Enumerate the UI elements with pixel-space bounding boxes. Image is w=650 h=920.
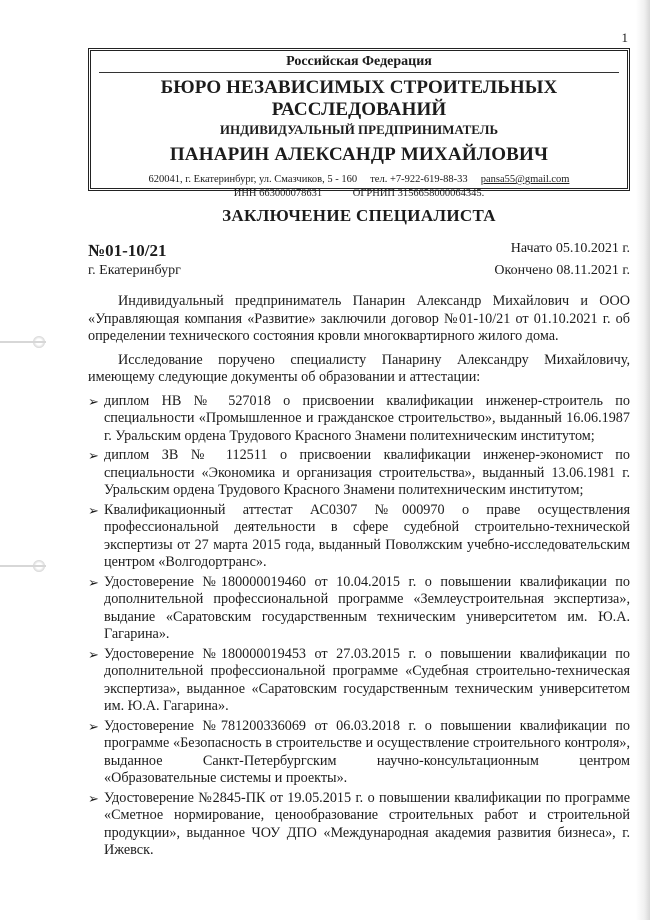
- paragraph-contract: Индивидуальный предприниматель Панарин Александр Михайлович и ООО «Управляющая компания «Развитие» заключили договор №01-10/21 от 01.10.2021 г. об определении технического состояния кровли многоквартирного жилого дома.: [88, 293, 630, 344]
- list-item: ➢ диплом НВ № 527018 о присвоении квалификации инженер-строитель по специальности «Промышленное и гражданское строительство», выданный 16.06.1987 г. Уральским ордена Трудового Красного Знамени политехническим институтом;: [88, 392, 630, 444]
- list-item: ➢ диплом ЗВ № 112511 о присвоении квалификации инженер-экономист по специальности «Экономика и организация строительства», выданный 13.06.1981 г. Уральским ордена Трудового Красного Знамени политехническим институтом;: [88, 447, 630, 498]
- scan-edge: [636, 0, 650, 920]
- end-date: Окончено 08.11.2021 г.: [494, 263, 630, 278]
- entrepreneur-name: ПАНАРИН АЛЕКСАНДР МИХАЙЛОВИЧ: [169, 144, 549, 165]
- city: г. Екатеринбург: [88, 263, 181, 278]
- country-line: Российская Федерация: [286, 54, 432, 69]
- list-item: ➢ Квалификационный аттестат АС0307 №000970 о праве осуществления профессиональной деятельности в сфере судебной строительно-технической экспертизы от 27 марта 2015 года, выданный Поволжским учебно-исследовательским центром «Волгодортранс».: [88, 501, 630, 570]
- arrow-bullet-icon: ➢: [88, 448, 99, 463]
- ogrnip: ОГРНИП 3156658000064345.: [352, 188, 485, 199]
- arrow-bullet-icon: ➢: [88, 574, 99, 590]
- email-link[interactable]: pansa55@gmail.com: [480, 174, 570, 185]
- address: 620041, г. Екатеринбург, ул. Смазчиков, 5 - 160: [148, 174, 358, 185]
- binder-mark: [0, 341, 46, 343]
- meta-row-1: [88, 241, 630, 261]
- list-item: ➢ Удостоверение №180000019453 от 27.03.2015 г. о повышении квалификации по дополнительной профессиональной программе «Судебная строительно-техническая экспертиза», выданное «Саратовским государственным техническим университетом им. Ю.А. Гагарина».: [88, 645, 630, 714]
- start-date: Начато 05.10.2021 г.: [510, 241, 630, 256]
- meta-row-2: [88, 263, 630, 279]
- list-item: ➢ Удостоверение №180000019460 от 10.04.2015 г. о повышении квалификации по дополнительной профессиональной программе «Землеустроительная экспертиза», выдание «Саратовским государственным техническим университетом им. Ю.А. Гагарина».: [88, 573, 630, 642]
- arrow-bullet-icon: ➢: [88, 790, 99, 806]
- bureau-name: БЮРО НЕЗАВИСИМЫХ СТРОИТЕЛЬНЫХ РАССЛЕДОВАНИЙ: [160, 77, 558, 120]
- arrow-bullet-icon: ➢: [88, 718, 99, 734]
- list-item: ➢ Удостоверение №2845-ПК от 19.05.2015 г. о повышении квалификации по программе «Сметное нормирование, ценообразование строительных работ и строительной продукции», выданное ЧОУ ДПО «Международная академия развития бизнеса», г. Ижевск.: [88, 789, 630, 858]
- phone: тел. +7-922-619-88-33: [370, 174, 468, 185]
- registration-ids: [91, 188, 627, 199]
- entrepreneur-status: ИНДИВИДУАЛЬНЫЙ ПРЕДПРИНИМАТЕЛЬ: [219, 122, 499, 137]
- page-number: 1: [621, 30, 628, 45]
- contact-line: [91, 174, 627, 185]
- document-number: №01-10/21: [88, 241, 167, 260]
- paragraph-assignment: Исследование поручено специалисту Панарину Александру Михайловичу, имеющему следующие документы об образовании и аттестации:: [88, 351, 630, 385]
- document-title: ЗАКЛЮЧЕНИЕ СПЕЦИАЛИСТА: [222, 206, 496, 225]
- letterhead: [88, 48, 630, 199]
- inn: ИНН 663000078631: [233, 188, 323, 199]
- letterhead-divider: [99, 72, 619, 73]
- arrow-bullet-icon: ➢: [88, 646, 99, 662]
- document-body: [88, 293, 630, 862]
- list-item: ➢ Удостоверение №781200336069 от 06.03.2018 г. о повышении квалификации по программе «Безопасность в строительстве и осуществление строительного контроля», выданное Санкт-Петербургским научно-консультационным центром «Образовательные системы и проекты».: [88, 717, 630, 786]
- credentials-list: [88, 393, 630, 860]
- arrow-bullet-icon: ➢: [88, 393, 99, 409]
- binder-mark: [0, 565, 46, 567]
- arrow-bullet-icon: ➢: [88, 502, 99, 518]
